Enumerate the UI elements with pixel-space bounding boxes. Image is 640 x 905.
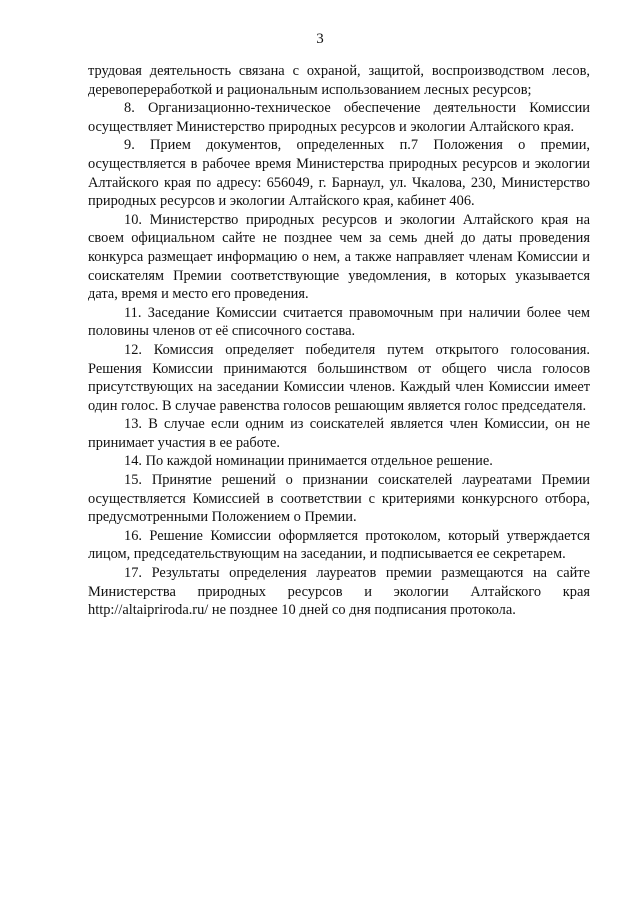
paragraph-item-10: 10. Министерство природных ресурсов и экологии Алтайского края на своем официальном сайте не позднее чем за семь дней до даты проведения конкурса размещает информацию о нем, а также направляет членам Комиссии и соискателям Премии соответствующие уведомления, в которых указывается дата, время и место его проведения. — [88, 211, 590, 303]
paragraph-item-8: 8. Организационно-техническое обеспечение деятельности Комиссии осуществляет Министерство природных ресурсов и экологии Алтайского края. — [88, 100, 590, 135]
paragraph-item-14: 14. По каждой номинации принимается отдельное решение. — [124, 453, 493, 470]
paragraph-item-15: 15. Принятие решений о признании соискателей лауреатами Премии осуществляется Комиссией в соответствии с критериями конкурсного отбора, предусмотренными Положением о Премии. — [88, 472, 590, 526]
paragraph-continuation: трудовая деятельность связана с охраной, защитой, воспроизводством лесов, деревопереработкой и рациональным использованием лесных ресурсов; — [88, 63, 590, 98]
paragraph-item-13: 13. В случае если одним из соискателей является член Комиссии, он не принимает участия в ее работе. — [88, 416, 590, 451]
page-number: 3 — [316, 31, 324, 47]
paragraph-item-12: 12. Комиссия определяет победителя путем открытого голосования. Решения Комиссии принимаются большинством от общего числа голосов присутствующих на заседании Комиссии членов. Каждый член Комиссии имеет один голос. В случае равенства голосов решающим является голос председателя. — [88, 341, 590, 414]
document-body — [88, 62, 590, 620]
paragraph-item-11: 11. Заседание Комиссии считается правомочным при наличии более чем половины членов от её списочного состава. — [88, 304, 590, 340]
paragraph-item-9: 9. Прием документов, определенных п.7 Положения о премии, осуществляется в рабочее время Министерства природных ресурсов и экологии Алтайского края по адресу: 656049, г. Барнаул, ул. Чкалова, 230, Министерство природных ресурсов и экологии Алтайского края, кабинет 406. — [88, 137, 590, 210]
paragraph-item-17: 17. Результаты определения лауреатов премии размещаются на сайте Министерства природных ресурсов и экологии Алтайского края http://altaipriroda.ru/ не позднее 10 дней со дня подписания протокола. — [88, 565, 590, 619]
paragraph-item-16: 16. Решение Комиссии оформляется протоколом, который утверждается лицом, председательствующим на заседании, и подписывается ее секретарем. — [88, 527, 590, 563]
